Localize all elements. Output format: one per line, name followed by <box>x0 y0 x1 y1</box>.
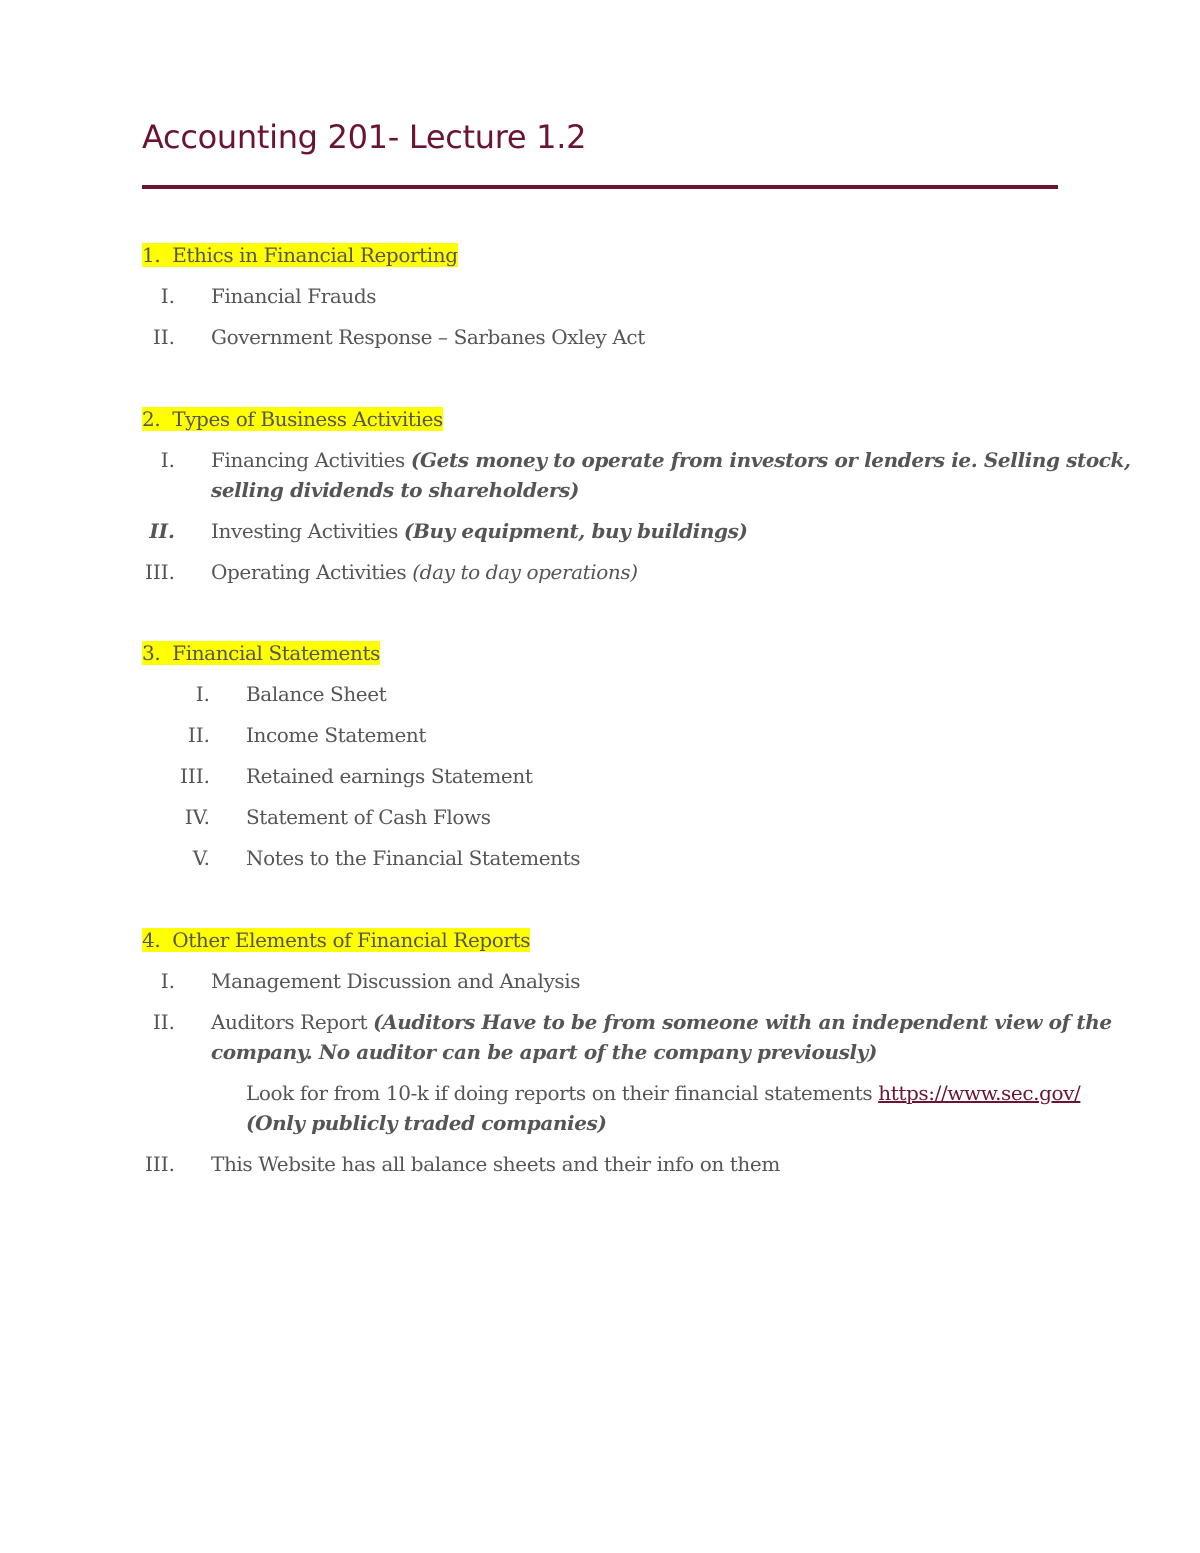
item-note: (Buy equipment, buy buildings) <box>403 519 748 543</box>
section-heading-text: Other Elements of Financial Reports <box>172 928 531 952</box>
item-numeral: II. <box>152 1010 175 1034</box>
item-note-continued: selling dividends to shareholders) <box>211 478 579 502</box>
item-text: Operating Activities <box>211 560 413 584</box>
section-number: 1. <box>142 243 161 267</box>
item-note: (day to day operations) <box>412 560 638 584</box>
list-item: Balance Sheet <box>246 682 387 706</box>
item-numeral: II. <box>152 325 175 349</box>
list-item: Management Discussion and Analysis <box>211 969 581 993</box>
item-note-continued: company. No auditor can be apart of the company previously) <box>211 1040 877 1064</box>
item-text: Look for from 10-k if doing reports on their financial statements <box>246 1081 879 1105</box>
section-number: 2. <box>142 407 161 431</box>
item-note: (Gets money to operate from investors or lenders ie. Selling stock, <box>410 448 1131 472</box>
section-heading-text: Types of Business Activities <box>172 407 443 431</box>
list-item: This Website has all balance sheets and their info on them <box>211 1152 780 1176</box>
list-item: Government Response – Sarbanes Oxley Act <box>211 325 645 349</box>
item-note-continued: (Only publicly traded companies) <box>246 1111 607 1135</box>
item-text: Investing Activities <box>211 519 404 543</box>
item-numeral: V. <box>192 846 210 870</box>
item-text: Financing Activities <box>211 448 411 472</box>
item-numeral: I. <box>195 682 210 706</box>
list-item: Statement of Cash Flows <box>246 805 491 829</box>
item-numeral: III. <box>179 764 210 788</box>
sec-gov-link[interactable]: https://www.sec.gov/ <box>878 1081 1081 1105</box>
item-numeral: III. <box>144 1152 175 1176</box>
section-1-heading <box>142 240 458 270</box>
list-item: Income Statement <box>246 723 427 747</box>
item-numeral: III. <box>144 560 175 584</box>
item-note: (Auditors Have to be from someone with an independent view of the <box>373 1010 1112 1034</box>
item-numeral: I. <box>160 448 175 472</box>
title-divider <box>142 185 1058 189</box>
item-text: Auditors Report <box>211 1010 374 1034</box>
item-numeral: II. <box>187 723 210 747</box>
section-2-heading <box>142 404 443 434</box>
item-numeral: IV. <box>184 805 210 829</box>
list-item: Retained earnings Statement <box>246 764 533 788</box>
section-3-heading <box>142 638 380 668</box>
list-item <box>246 1078 1080 1108</box>
section-heading-text: Ethics in Financial Reporting <box>172 243 458 267</box>
item-numeral: I. <box>160 284 175 308</box>
section-4-heading <box>142 925 530 955</box>
list-item: Notes to the Financial Statements <box>246 846 581 870</box>
list-item: Financial Frauds <box>211 284 377 308</box>
list-item <box>211 445 1131 475</box>
list-item <box>211 516 748 546</box>
section-heading-text: Financial Statements <box>172 641 380 665</box>
item-numeral: I. <box>160 969 175 993</box>
list-item <box>211 557 638 587</box>
list-item <box>211 1007 1112 1037</box>
item-numeral: II. <box>149 519 175 543</box>
section-number: 4. <box>142 928 161 952</box>
section-number: 3. <box>142 641 161 665</box>
document-title: Accounting 201- Lecture 1.2 <box>142 118 587 156</box>
